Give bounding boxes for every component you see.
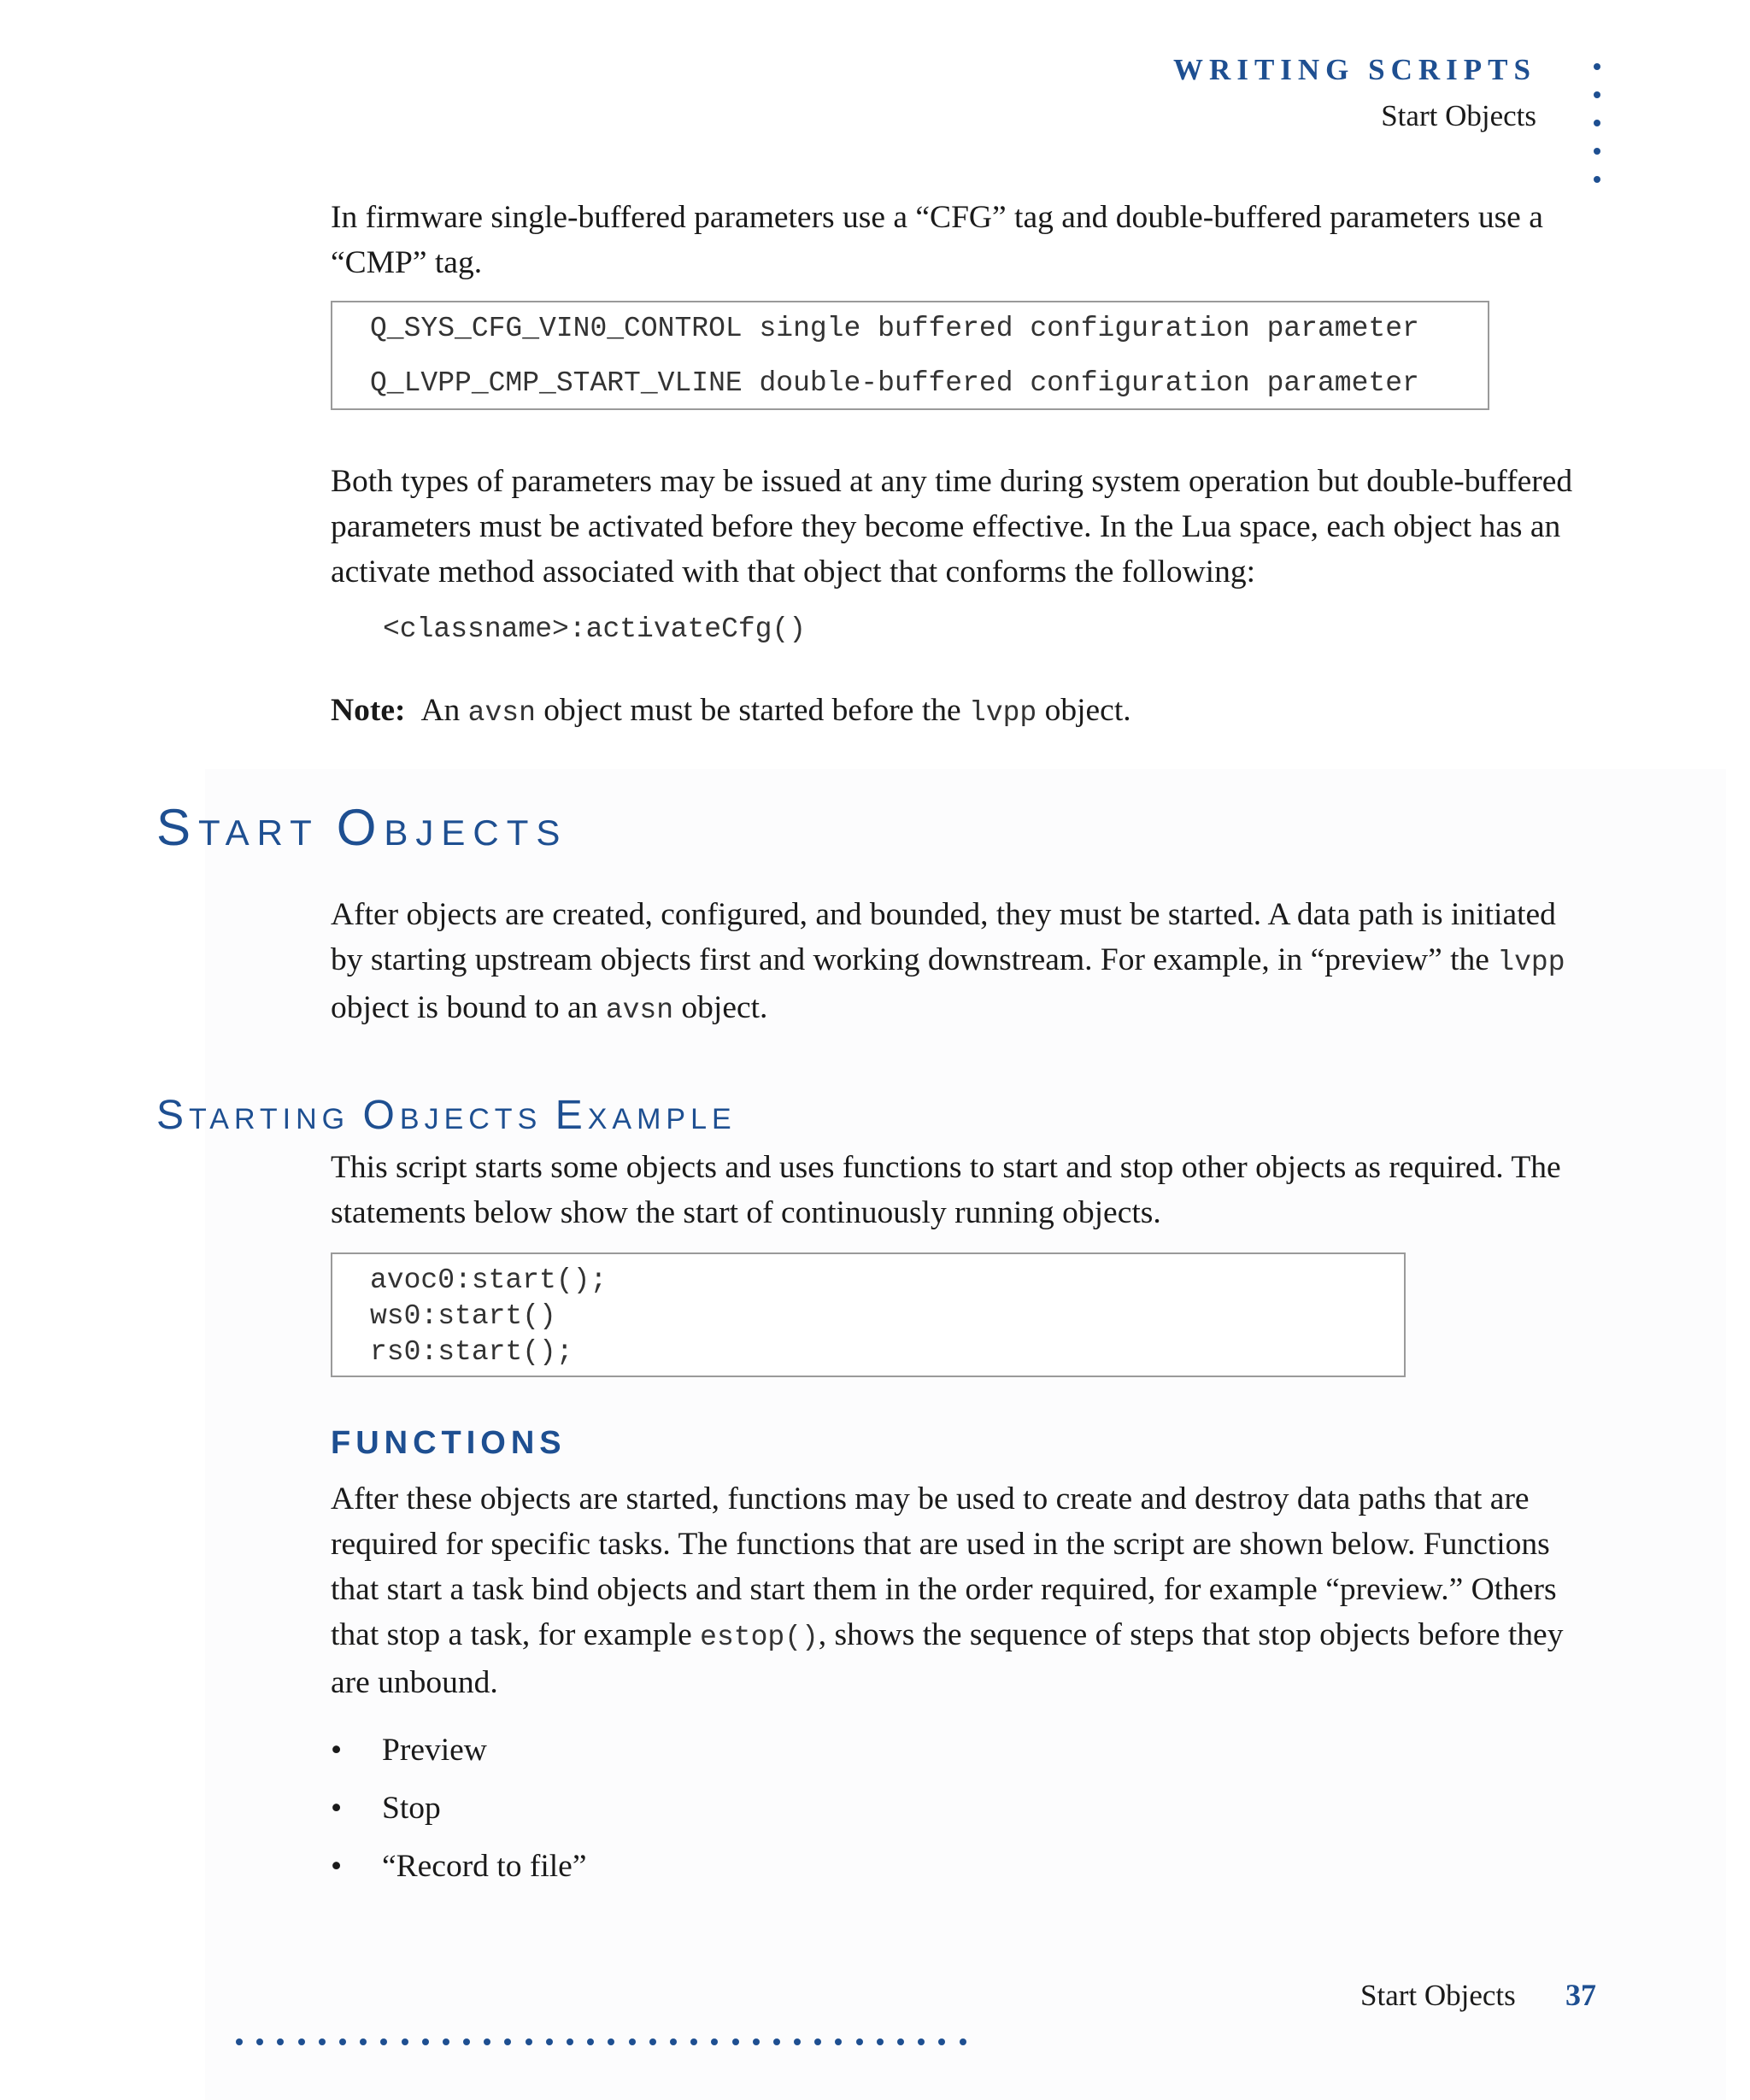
code-line: avoc0:start(); [370,1264,608,1296]
note-code: avsn [467,697,536,729]
dot [856,2038,863,2045]
note-label: Note: [331,693,406,728]
note-text: object. [1036,693,1131,728]
code-line: rs0:start(); [370,1336,573,1368]
heading-text: BJECTS [384,812,568,853]
dot [463,2038,470,2045]
note-text: An [420,693,468,728]
dot [960,2038,966,2045]
paragraph-text: , shows the sequence of steps that stop objects before they are unbound. [331,1617,1564,1700]
dot [380,2038,387,2045]
dot [236,2038,243,2045]
paragraph-text: object. [673,990,768,1025]
note-code: lvpp [969,697,1037,729]
paragraph-text: After these objects are started, functions may be used to create and destroy data paths that are required for specific tasks. The functions that are used in the script are shown below. Functions that start a task bind objects and start them in the order required, for example “preview.” Others that stop a task, for example [331,1481,1557,1652]
list-item-label: Preview [382,1733,487,1768]
dot [1594,63,1600,70]
dot [484,2038,490,2045]
example-paragraph [331,1145,1595,1235]
heading-initial: O [362,1093,400,1138]
running-header-section: Start Objects [1381,99,1536,132]
dot [360,2038,367,2045]
page-number: 37 [1565,1978,1596,2012]
dot [794,2038,801,2045]
list-item-label: Stop [382,1791,441,1826]
inline-code: avsn [605,994,674,1026]
dot [402,2038,408,2045]
code-line: ws0:start() [370,1300,556,1332]
dot [277,2038,284,2045]
dot [711,2038,718,2045]
code-line: Q_SYS_CFG_VIN0_CONTROL single buffered configuration parameter [370,313,1419,344]
dot [629,2038,636,2045]
dot [773,2038,780,2045]
dot [546,2038,553,2045]
intro-paragraph-1 [331,195,1595,285]
dot [649,2038,656,2045]
code-block-parameters [331,301,1489,410]
heading-text: TARTING [189,1103,363,1135]
intro-paragraph-2 [331,459,1595,595]
dot [690,2038,697,2045]
footer-dot-rule [236,2038,966,2045]
dot [339,2038,346,2045]
running-header-chapter: WRITING SCRIPTS [1173,53,1536,86]
note [331,688,1595,736]
intro-paragraph-2-text: Both types of parameters may be issued at any time during system operation but double-buffered parameters must be activated before they become effective. In the Lua space, each object has an activate method associated with that object that conforms the following: [331,464,1573,590]
function-bullet-list [331,1722,586,1896]
dot [938,2038,945,2045]
intro-paragraph-1-text: In firmware single-buffered parameters use a “CFG” tag and double-buffered parameters use a “CMP” tag. [331,200,1543,280]
dot [877,2038,884,2045]
subsection-heading-functions: FUNCTIONS [331,1425,567,1461]
code-activate-cfg: <classname>:activateCfg() [383,613,807,645]
footer-section-label: Start Objects [1360,1979,1516,2012]
inline-code: lvpp [1497,947,1565,978]
heading-initial: O [336,799,385,856]
dot [1594,176,1600,183]
dot [319,2038,326,2045]
dot [732,2038,739,2045]
dot [526,2038,532,2045]
note-text: object must be started before the [535,693,970,728]
heading-initial: E [555,1093,588,1138]
dot [835,2038,842,2045]
list-item [331,1838,586,1896]
dot [422,2038,429,2045]
dot [918,2038,925,2045]
header-dot-rule [1593,63,1601,183]
bullet-icon: • [331,1849,343,1884]
code-block-start-calls [331,1252,1406,1377]
heading-text: TART [198,812,337,853]
heading-text: BJECTS [399,1103,555,1135]
section-heading-start-objects [156,798,567,857]
paragraph-text: After objects are created, configured, and bounded, they must be started. A data path is initiated by starting upstream objects first and working downstream. For example, in “preview” the [331,897,1556,977]
inline-code: estop() [700,1622,819,1653]
start-objects-paragraph [331,892,1595,1033]
example-paragraph-text: This script starts some objects and uses functions to start and stop other objects as required. The statements below show the start of continuously running objects. [331,1150,1561,1230]
dot [897,2038,904,2045]
list-item [331,1780,586,1838]
heading-initial: S [156,799,199,856]
dot [608,2038,614,2045]
dot [443,2038,449,2045]
functions-paragraph [331,1476,1595,1705]
dot [1594,120,1600,126]
dot [256,2038,263,2045]
dot [1594,91,1600,98]
bullet-icon: • [331,1733,343,1768]
dot [814,2038,821,2045]
dot [298,2038,305,2045]
list-item [331,1722,586,1780]
section-heading-starting-objects-example [156,1092,737,1139]
list-item-label: “Record to file” [382,1849,587,1884]
code-line: Q_LVPP_CMP_START_VLINE double-buffered configuration parameter [370,367,1419,399]
dot [670,2038,677,2045]
dot [753,2038,760,2045]
heading-initial: S [156,1093,190,1138]
paragraph-text: object is bound to an [331,990,606,1025]
dot [1594,148,1600,155]
dot [587,2038,594,2045]
dot [504,2038,511,2045]
bullet-icon: • [331,1791,343,1826]
dot [567,2038,573,2045]
heading-text: XAMPLE [587,1103,737,1135]
